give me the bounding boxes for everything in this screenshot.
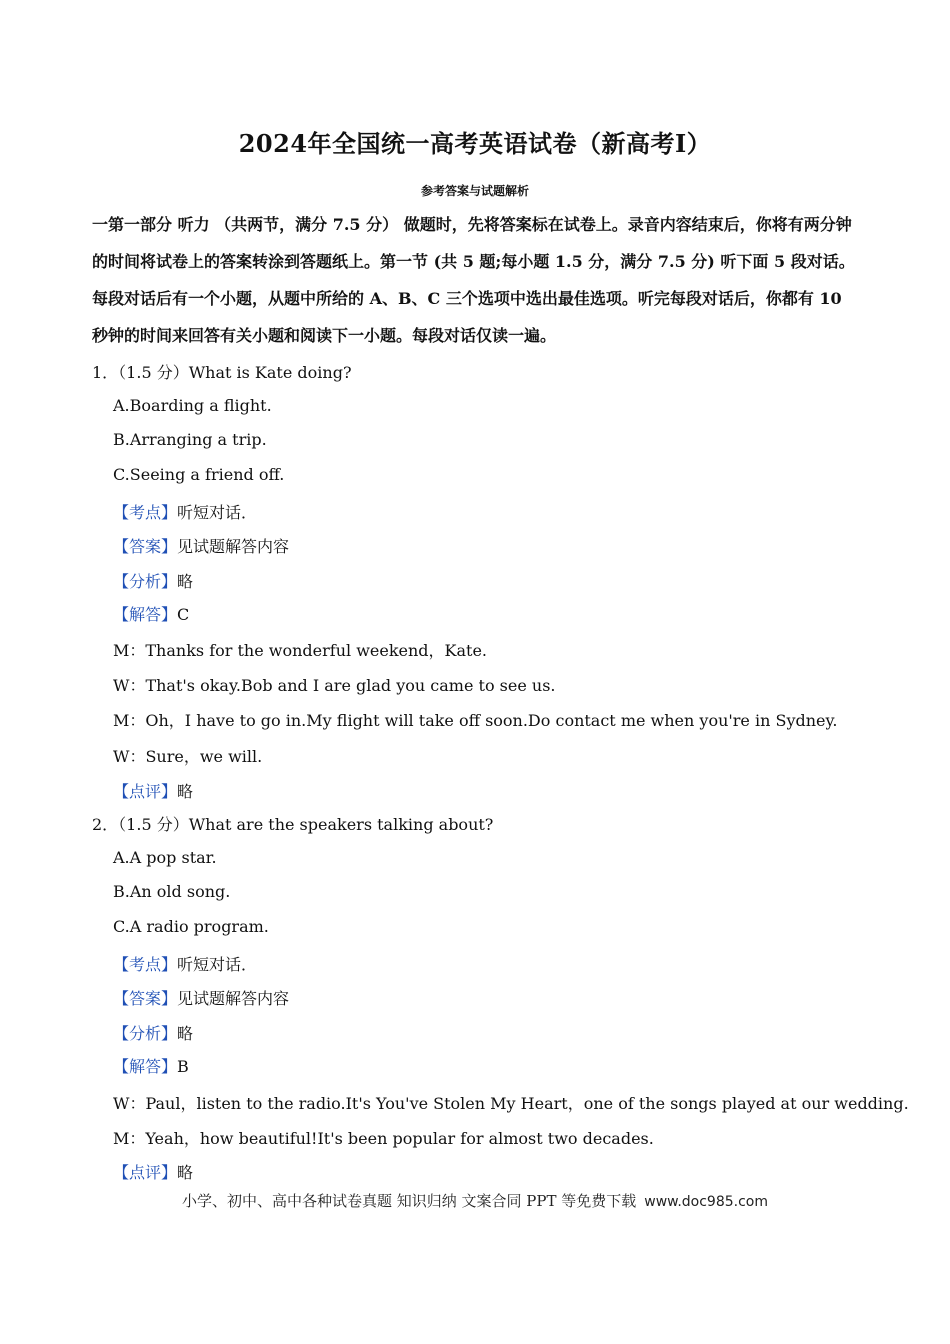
question-1-kaodian <box>113 500 257 523</box>
daan-label: 【答案】 <box>113 989 178 1008</box>
fenxi-label: 【分析】 <box>113 1024 178 1043</box>
footer-link[interactable]: www.doc985.com <box>644 1194 768 1210</box>
fenxi-text: 略 <box>177 572 194 591</box>
question-1-dialogue-line: M：Oh，I have to go in.My flight will take off soon.Do contact me when you're in Sydney. <box>113 711 838 730</box>
fenxi-text: 略 <box>177 1024 194 1043</box>
question-1-daan <box>113 534 289 557</box>
daan-label: 【答案】 <box>113 537 178 556</box>
question-2-option-c: C.A radio program. <box>113 917 269 936</box>
kaodian-label: 【考点】 <box>113 503 178 522</box>
question-1-option-c: C.Seeing a friend off. <box>113 465 285 484</box>
kaodian-text: 听短对话． <box>177 955 258 974</box>
question-1-dialogue-line: W：Sure，we will. <box>113 747 263 766</box>
daan-text: 见试题解答内容 <box>177 537 290 556</box>
kaodian-text: 听短对话． <box>177 503 258 522</box>
page-subtitle: 参考答案与试题解析 <box>420 184 529 198</box>
dianping-label: 【点评】 <box>113 782 178 801</box>
question-1-fenxi <box>113 569 193 592</box>
question-2-option-a: A.A pop star. <box>113 848 217 867</box>
question-2-dialogue-line: W：Paul，listen to the radio.It's You've Stolen My Heart，one of the songs played at our wedding. <box>113 1094 909 1113</box>
daan-text: 见试题解答内容 <box>177 989 290 1008</box>
jieda-text: C <box>177 605 190 624</box>
page-footer <box>0 1190 950 1211</box>
kaodian-label: 【考点】 <box>113 955 178 974</box>
listening-intro: 一第一部分 听力 （共两节，满分 7.5 分） 做题时，先将答案标在试卷上。录音内容结束后，你将有两分钟的时间将试卷上的答案转涂到答题纸上。第一节 (共 5 题;每小题 1.5 分，满分 7.5 分) 听下面 5 段对话。每段对话后有一个小题，从题中所给的 A、B、C 三个选项中选出最佳选项。听完每段对话后，你都有 10 秒钟的时间来回答有关小题和阅读下一小题。每段对话仅读一遍。 <box>92 215 855 345</box>
dianping-label: 【点评】 <box>113 1163 178 1182</box>
question-2-jieda <box>113 1054 189 1077</box>
question-2-dialogue-line: M：Yeah，how beautiful!It's been popular for almost two decades. <box>113 1129 654 1148</box>
jieda-label: 【解答】 <box>113 605 178 624</box>
question-1-stem: 1．（1.5 分）What is Kate doing? <box>92 363 352 382</box>
question-1-dianping <box>113 779 193 802</box>
question-1-jieda <box>113 602 189 625</box>
jieda-text: B <box>177 1057 189 1076</box>
question-2-stem: 2．（1.5 分）What are the speakers talking about? <box>92 815 494 834</box>
question-1-option-a: A.Boarding a flight. <box>113 396 272 415</box>
question-1-dialogue-line: W：That's okay.Bob and I are glad you came to see us. <box>113 676 556 695</box>
question-2-fenxi <box>113 1021 193 1044</box>
fenxi-label: 【分析】 <box>113 572 178 591</box>
question-2-dianping <box>113 1160 193 1183</box>
dianping-text: 略 <box>177 782 194 801</box>
question-2-daan <box>113 986 289 1009</box>
question-1-option-b: B.Arranging a trip. <box>113 430 267 449</box>
question-2-kaodian <box>113 952 257 975</box>
page-title: 2024年全国统一高考英语试卷（新高考Ⅰ） <box>238 129 712 158</box>
footer-text: 小学、初中、高中各种试卷真题 知识归纳 文案合同 PPT 等免费下载 <box>181 1192 637 1210</box>
question-2-option-b: B.An old song. <box>113 882 231 901</box>
jieda-label: 【解答】 <box>113 1057 178 1076</box>
question-1-dialogue-line: M：Thanks for the wonderful weekend，Kate. <box>113 641 488 660</box>
dianping-text: 略 <box>177 1163 194 1182</box>
